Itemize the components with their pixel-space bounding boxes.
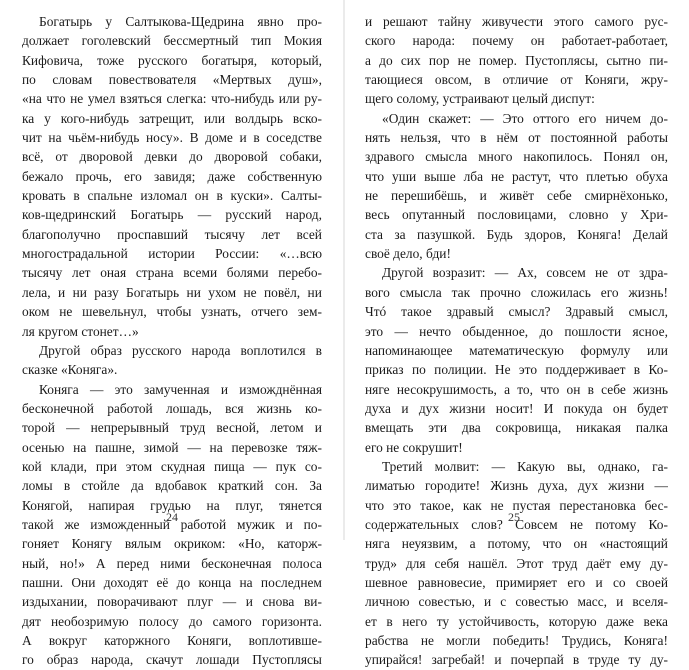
text-line: благополучно проспавший тысячу лет всей — [22, 226, 322, 242]
text-line: «Один скажет: — Это оттого его ничем до- — [382, 110, 668, 126]
text-line: труд» для себя нашёл. Этот труд даёт ему ду- — [365, 555, 668, 571]
text-line: что уши выше лба не растут, что плетью обуха — [365, 168, 668, 184]
text-line: приказ по полиции. Не это поддерживает в Ко- — [365, 362, 668, 378]
text-line: должает гоголевский бессмертный тип Мокия — [22, 33, 322, 49]
text-line: нять нельзя, что в нём от постоянной работы — [365, 130, 668, 146]
text-line: ского народа: почему он работает-работает, — [365, 33, 668, 49]
text-line: это — нечто обыденное, до пошлости ясное, — [365, 323, 668, 339]
text-line: А вокруг каторжного Коняги, воплотивше- — [22, 633, 322, 648]
text-line: кой клади, при этом скудная пища — пук со- — [22, 458, 322, 474]
left-page-number: 24 — [166, 510, 178, 524]
text-line: пашни. Они доходят её до конца на последнем — [22, 574, 322, 590]
text-line: Другой образ русского народа воплотился в — [39, 342, 322, 358]
text-line: весь опутанный пословицами, словно у Хри- — [365, 207, 668, 223]
text-line: личною совестью, и с совестью масс, и вселя- — [365, 594, 668, 610]
text-line: вмещать эти два сокровища, никакая палка — [365, 420, 668, 436]
text-line: ка у кого-нибудь затрещит, или волдырь вско- — [22, 110, 322, 126]
text-line: ков-щедринский Богатырь — русский народ, — [22, 207, 322, 223]
text-line: Конягой, напирая грудью на плуг, тянется — [22, 497, 322, 513]
text-line: кровать в спальне изломал он в куски». Салты- — [22, 188, 322, 204]
text-line: Третий молвит: — Какую вы, однако, га- — [382, 458, 668, 474]
text-line: ля кругом стонет…» — [22, 323, 139, 339]
text-line: чит на чьём-нибудь носу». В доме и в соседстве — [22, 130, 322, 146]
text-line: здравого смысла много накопилось. Понял он, — [365, 149, 668, 165]
text-line: Кифовича, тоже русского богатыря, который, — [22, 52, 322, 68]
text-line: его не сокрушит! — [365, 439, 463, 455]
text-line: сказке «Коняга». — [22, 362, 118, 378]
text-line: ломы в стойле да вдобавок краткий сон. За — [22, 478, 322, 494]
text-line: «на что не умел взяться слегка: что-нибудь или ру- — [22, 91, 322, 107]
text-line: тысячу лет оная страна всеми болями перебо- — [22, 265, 322, 281]
text-line: дят необозримую полосу до самого горизонта. — [22, 613, 322, 629]
text-line: лиматью городите! Жизнь духа, дух жизни — — [365, 478, 668, 494]
text-line: Чтó такое здравый смысл? Здравый смысл, — [365, 304, 668, 320]
text-line: не перешибёшь, и живёт себе смирнёхонько, — [365, 188, 668, 204]
text-line: рабства не могли победить! Трудись, Коняга! — [365, 633, 668, 648]
text-line: бежало прочь, его завидя; даже собственную — [22, 168, 322, 184]
text-line: Коняга — это замученная и изможднённая — [39, 381, 322, 397]
left-page — [0, 0, 344, 668]
text-line: ста за пазушкой. Будь здоров, Коняга! Делай — [365, 226, 668, 242]
text-line: осенью на пашне, зимой — на перевозке тяж- — [22, 439, 322, 455]
text-line: няге несокрушимость, а то, что он в себе жизнь — [365, 381, 668, 397]
text-line: щего солому, устраивают целый диспут: — [365, 91, 595, 107]
text-line: всё, от дворовой девки до дворовой собаки, — [22, 149, 322, 165]
text-line: торой — непрерывный труд весной, летом и — [22, 420, 322, 436]
text-line: гоняет Конягу вялым окриком: «Но, каторж- — [22, 536, 322, 552]
text-line: содержательных слов? Совсем не потому Ко- — [365, 516, 668, 532]
text-line: а до сих пор не помер. Пустоплясы, сытно пи- — [365, 52, 668, 68]
text-line: ет в него ту устойчивость, которую даже века — [365, 613, 668, 629]
text-line: такой же изможденный работой мужик и по- — [22, 516, 322, 532]
right-page — [344, 0, 689, 668]
text-line: духа и дух жизни носит! И покуда он будет — [365, 400, 668, 416]
text-line: что это такое, как не пустая перестановка бес- — [365, 497, 668, 513]
text-line: своё дело, бди! — [365, 246, 451, 262]
text-line: Богатырь у Салтыкова-Щедрина явно про- — [39, 14, 322, 29]
text-line: бесконечной работой лошадь, вся жизнь ко- — [22, 400, 322, 416]
text-line: го образ народа, скачут лошади Пустоплясы — [22, 652, 322, 668]
text-line: шевное равновесие, примиряет его и со своей — [365, 574, 668, 590]
left-page-text — [22, 12, 322, 670]
right-page-number: 25 — [508, 510, 520, 524]
text-line: тающиеся овсом, в отличие от Коняги, жру- — [365, 72, 668, 88]
text-line: лела, и ни разу Богатырь ни ухом не повёл, ни — [22, 284, 322, 300]
text-line: издыхании, поворачивают плуг — и снова ви- — [22, 594, 322, 610]
right-page-text — [365, 12, 668, 670]
text-line: ный, но!» А перед ними бесконечная полоса — [22, 555, 322, 571]
text-line: и решают тайну живучести этого самого рус- — [365, 14, 668, 29]
text-line: по словам повествователя «Мертвых душ», — [22, 72, 322, 88]
text-line: Другой возразит: — Ах, совсем не от здра- — [382, 265, 668, 281]
text-line: напоминающее математическую формулу или — [365, 342, 668, 358]
text-line: упирайся! загребай! и почерпай в труде ту ду- — [365, 652, 668, 668]
text-line: няга неуязвим, а потому, что он «настоящий — [365, 536, 668, 552]
text-line: многострадальной истории России: «…всю — [22, 246, 322, 262]
text-line: вого смысла так прочно сложилась его жизнь! — [365, 284, 668, 300]
text-line: оком не шевельнул, чтобы узнать, отчего зем- — [22, 304, 322, 320]
